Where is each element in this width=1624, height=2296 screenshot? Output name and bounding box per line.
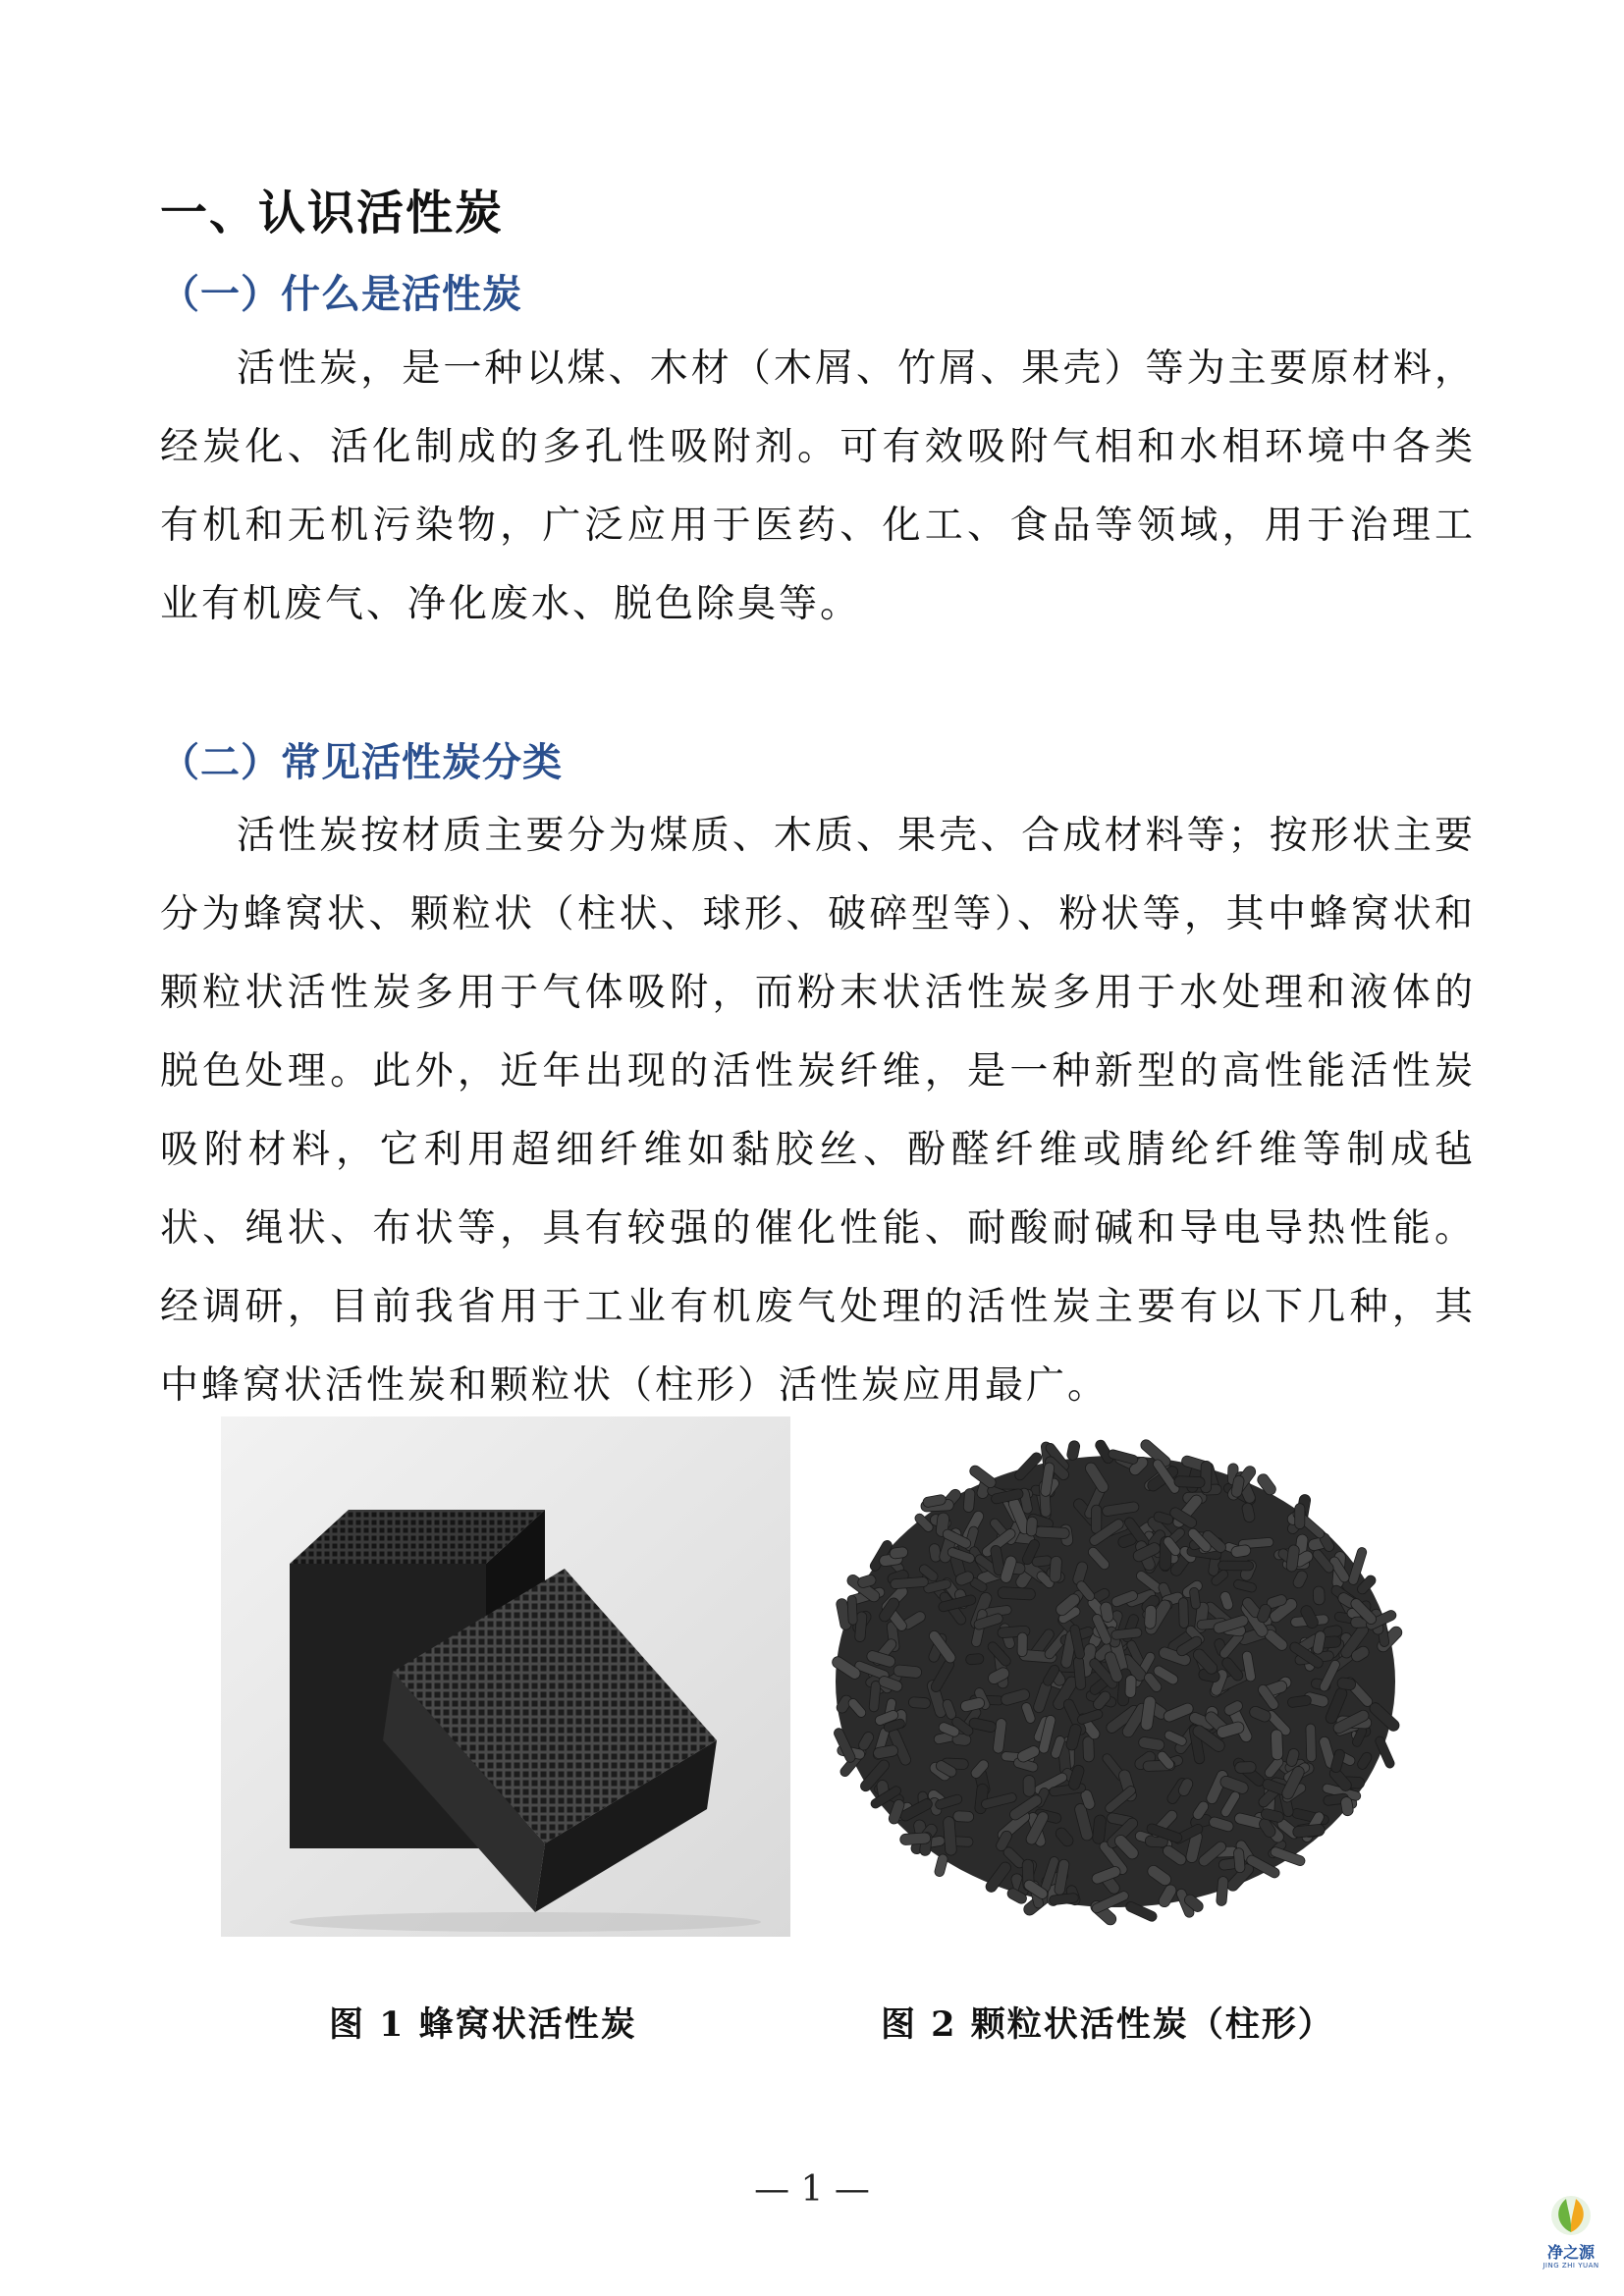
- pellet-shape: [1035, 1526, 1070, 1539]
- pellet-shape: [1233, 1847, 1245, 1873]
- figure-1-caption: 图 1 蜂窝状活性炭: [329, 2004, 637, 2045]
- pellet-shape: [943, 1816, 956, 1855]
- pellet-shape: [899, 1833, 931, 1845]
- figure-honeycomb-carbon-image: [221, 1416, 790, 1937]
- pellet-shape: [953, 1811, 974, 1823]
- pellet-shape: [1125, 1675, 1136, 1697]
- figure-granular-carbon-image: [821, 1416, 1410, 1937]
- pellet-shape: [1091, 1505, 1101, 1533]
- figure-2-caption: 图 2 颗粒状活性炭（柱形）: [881, 2004, 1334, 2045]
- subsection-heading-2: （二）常见活性炭分类: [160, 740, 563, 785]
- pellet-shape: [1083, 1736, 1095, 1762]
- pellet-shape: [893, 1665, 923, 1679]
- pellet-shape: [963, 1488, 975, 1513]
- page-number: — 1 —: [754, 2169, 870, 2210]
- pellet-shape: [1216, 1876, 1228, 1906]
- pellet-shape: [1201, 1461, 1213, 1493]
- pellet-shape: [1092, 1814, 1107, 1843]
- pellet-shape: [1218, 1561, 1254, 1571]
- section-heading: 一、认识活性炭: [160, 186, 505, 240]
- pellet-shape: [1178, 1598, 1188, 1629]
- logo-text: 净之源: [1546, 2243, 1595, 2262]
- paragraph-what-is-activated-carbon: 活性炭，是一种以煤、木材（木屑、竹屑、果壳）等为主要原材料，经炭化、活化制成的多孔性吸附剂。可有效吸附气相和水相环境中各类有机和无机污染物，广泛应用于医药、化工、食品等领域，用于治理工业有机废气、净化废水、脱色除臭等。: [160, 347, 1476, 626]
- pellet-shape: [1235, 1761, 1257, 1773]
- pellet-shape: [1017, 1632, 1027, 1657]
- brand-logo: [1537, 2191, 1605, 2279]
- pellet-shape: [965, 1653, 984, 1665]
- pellet-shape: [1306, 1724, 1317, 1762]
- logo-subtext: JING ZHI YUAN: [1543, 2262, 1599, 2269]
- pellet-shape: [1295, 1504, 1305, 1529]
- pellet-shape: [1313, 1586, 1325, 1605]
- pellet-shape: [1026, 1517, 1038, 1536]
- pellet-shape: [1174, 1476, 1206, 1488]
- pellet-shape: [1144, 1605, 1157, 1629]
- pellet-shape: [998, 1586, 1036, 1600]
- leaf-icon: [1537, 2191, 1605, 2240]
- paragraph-activated-carbon-types: 活性炭按材质主要分为煤质、木质、果壳、合成材料等；按形状主要分为蜂窝状、颗粒状（柱状、球形、破碎型等）、粉状等，其中蜂窝状和颗粒状活性炭多用于气体吸附，而粉末状活性炭多用于水处理和液体的脱色处理。此外，近年出现的活性炭纤维，是一种新型的高性能活性炭吸附材料，它利用超细纤维如黏胶丝、酚醛纤维或腈纶纤维等制成毡状、绳状、布状等，具有较强的催化性能、耐酸耐碱和导电导热性能。经调研，目前我省用于工业有机废气处理的活性炭主要有以下几种，其中蜂窝状活性炭和颗粒状（柱形）活性炭应用最广。: [160, 814, 1476, 1408]
- subsection-heading-1: （一）什么是活性炭: [160, 272, 522, 317]
- pellet-shape: [1023, 1775, 1035, 1796]
- pellet-shape: [1271, 1730, 1283, 1760]
- pellet-shape: [1050, 1556, 1062, 1582]
- pellet-shape: [1032, 1555, 1053, 1567]
- pellet-shape: [908, 1697, 931, 1709]
- pellet-shape: [847, 1595, 857, 1625]
